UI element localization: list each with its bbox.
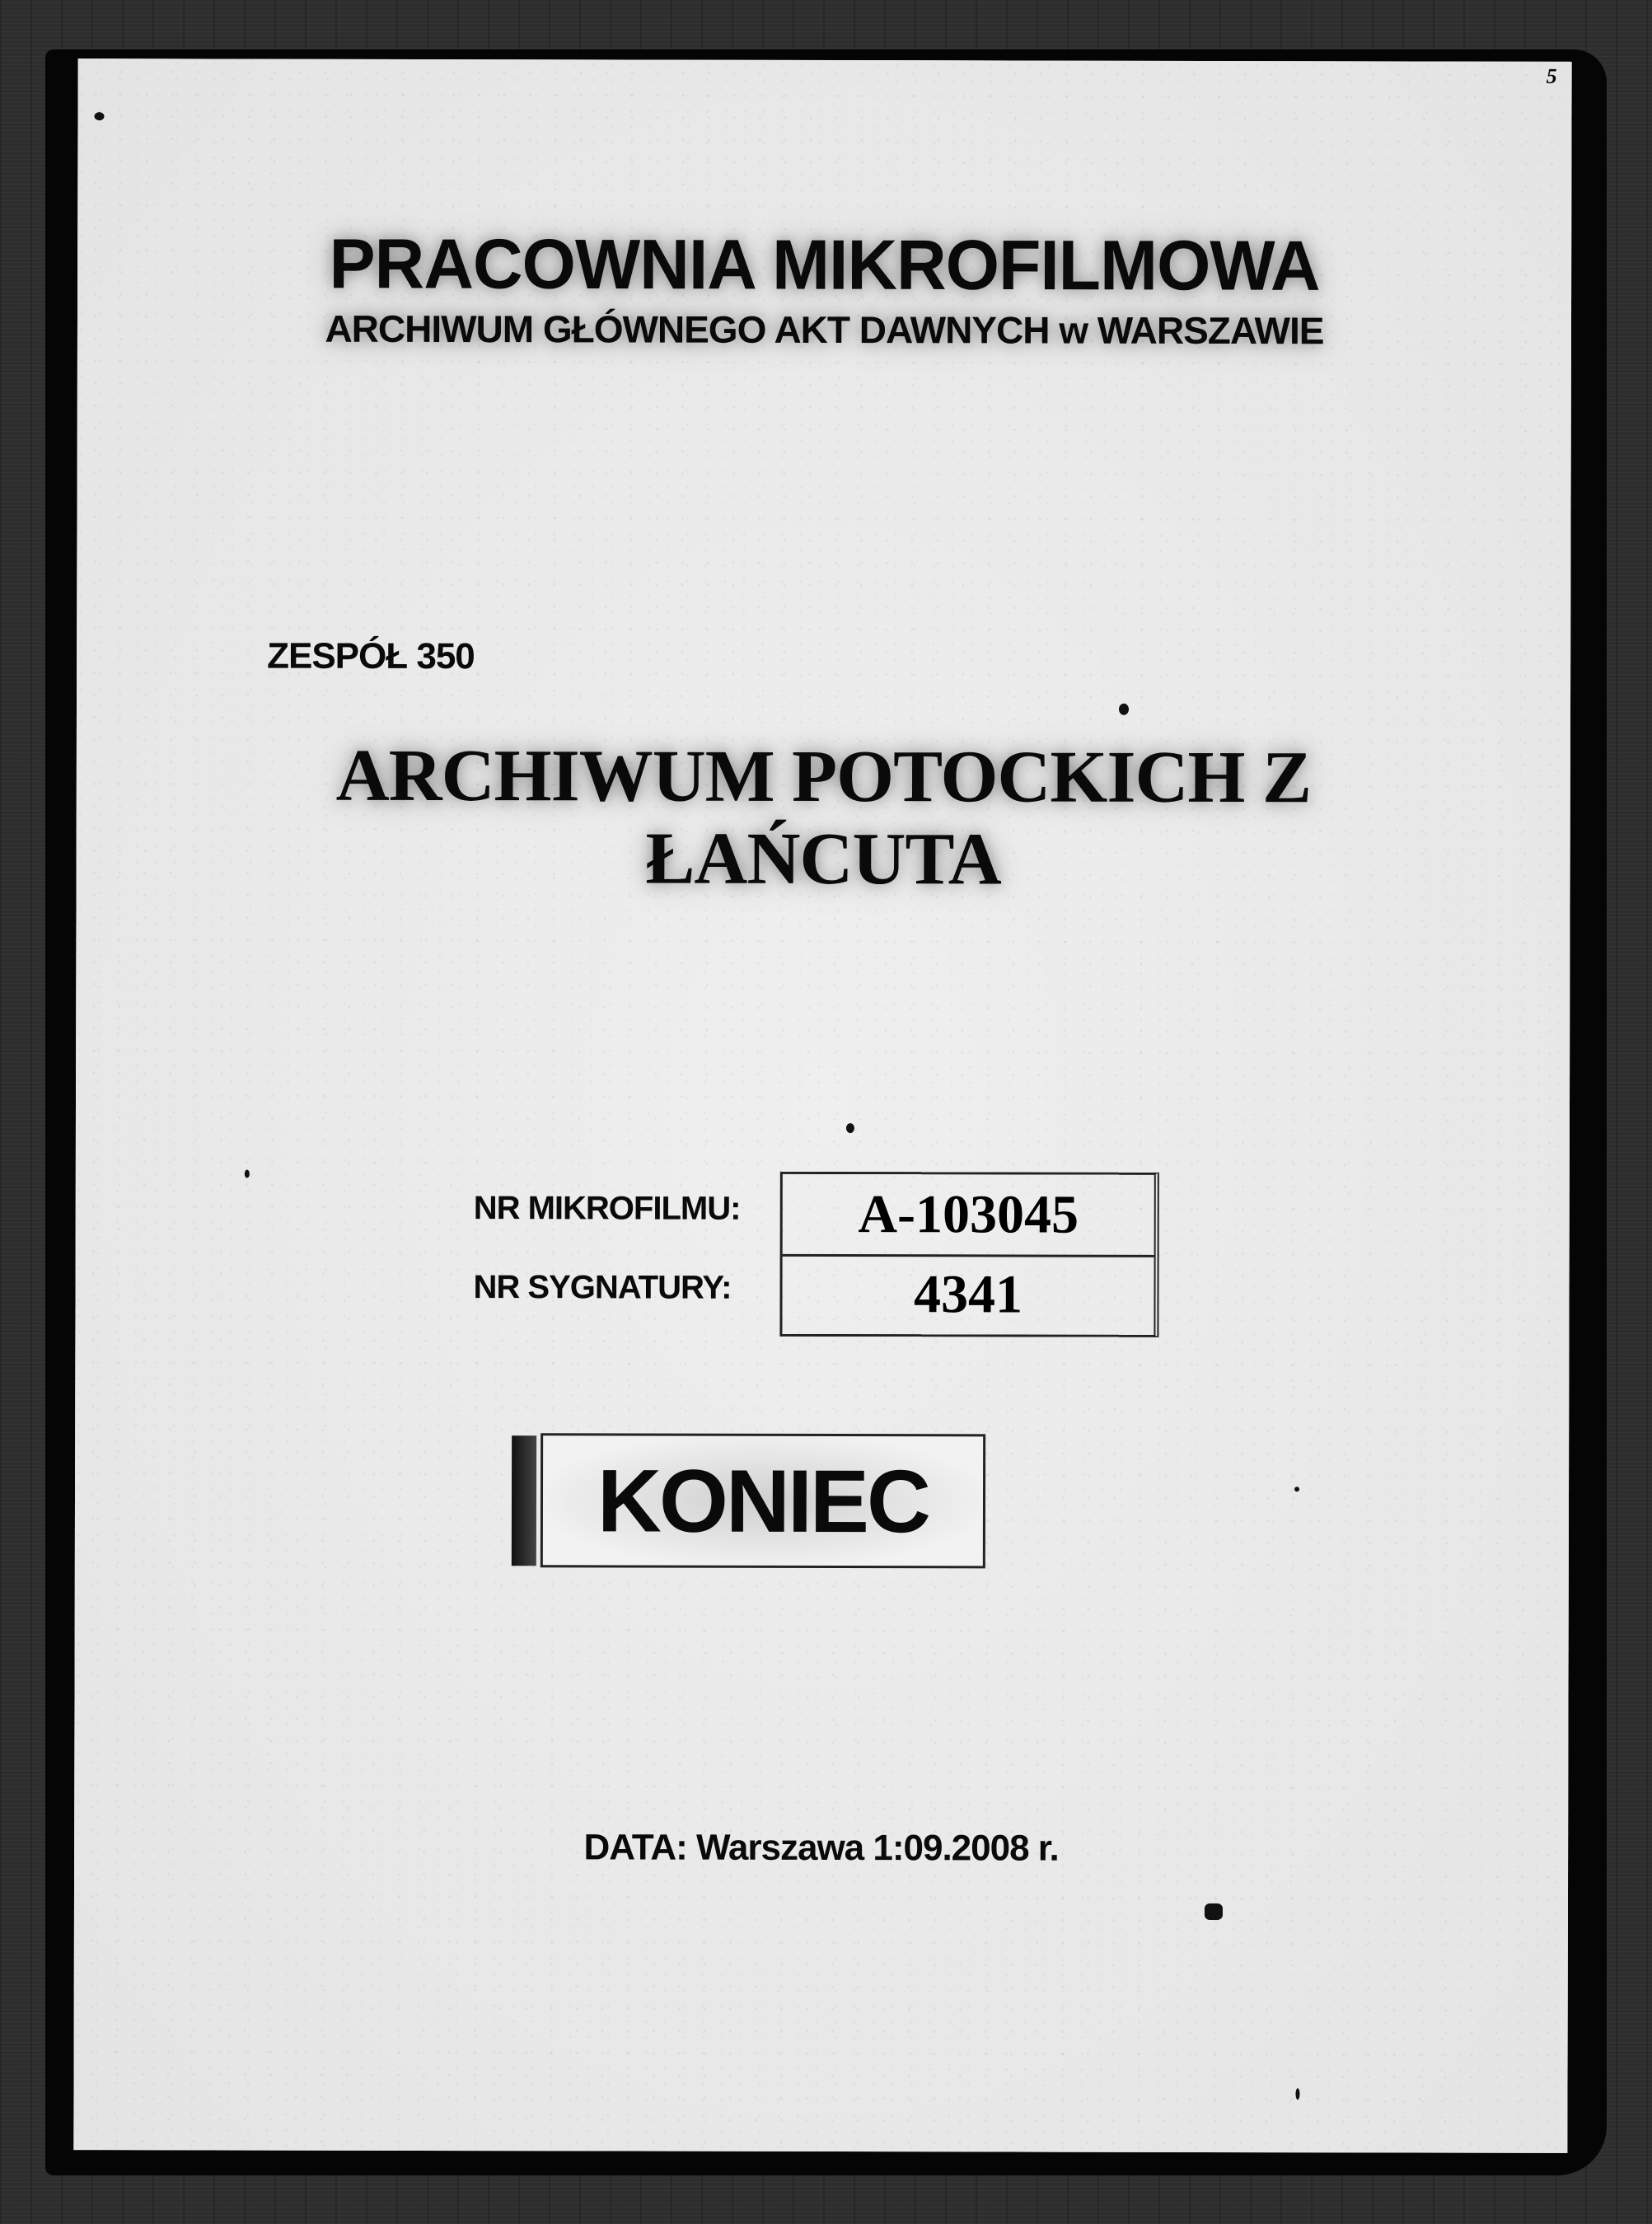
dust-speck — [1119, 704, 1129, 715]
collection-title-line2: ŁAŃCUTA — [645, 817, 1001, 901]
dust-speck — [846, 1123, 854, 1133]
end-label: KONIEC — [597, 1450, 929, 1552]
date-line: DATA: Warszawa 1:09.2008 r. — [583, 1827, 1059, 1869]
dust-speck — [1294, 1487, 1299, 1491]
collection-title — [77, 734, 1570, 902]
signature-number-label: NR SYGNATURY: — [473, 1269, 732, 1306]
collection-title-line1: ARCHIWUM POTOCKICH Z — [335, 734, 1312, 819]
microfilm-number-value: A-103045 — [783, 1174, 1154, 1257]
dust-speck — [1205, 1903, 1223, 1920]
identifier-table — [779, 1172, 1158, 1337]
dust-speck — [1295, 2088, 1299, 2100]
fonds-number: ZESPÓŁ 350 — [267, 635, 475, 677]
header-title: PRACOWNIA MIKROFILMOWA — [329, 223, 1320, 306]
header-subtitle: ARCHIWUM GŁÓWNEGO AKT DAWNYCH w WARSZAWIE — [325, 307, 1324, 353]
signature-number-value: 4341 — [913, 1263, 1023, 1325]
label-shadow-strip — [512, 1435, 536, 1566]
page-number-mark: 5 — [1546, 63, 1557, 88]
dust-speck — [245, 1170, 250, 1178]
dust-speck — [95, 112, 105, 120]
microfilm-number-label: NR MIKROFILMU: — [473, 1190, 741, 1227]
end-label-box — [541, 1433, 985, 1568]
document-page — [73, 59, 1571, 2153]
